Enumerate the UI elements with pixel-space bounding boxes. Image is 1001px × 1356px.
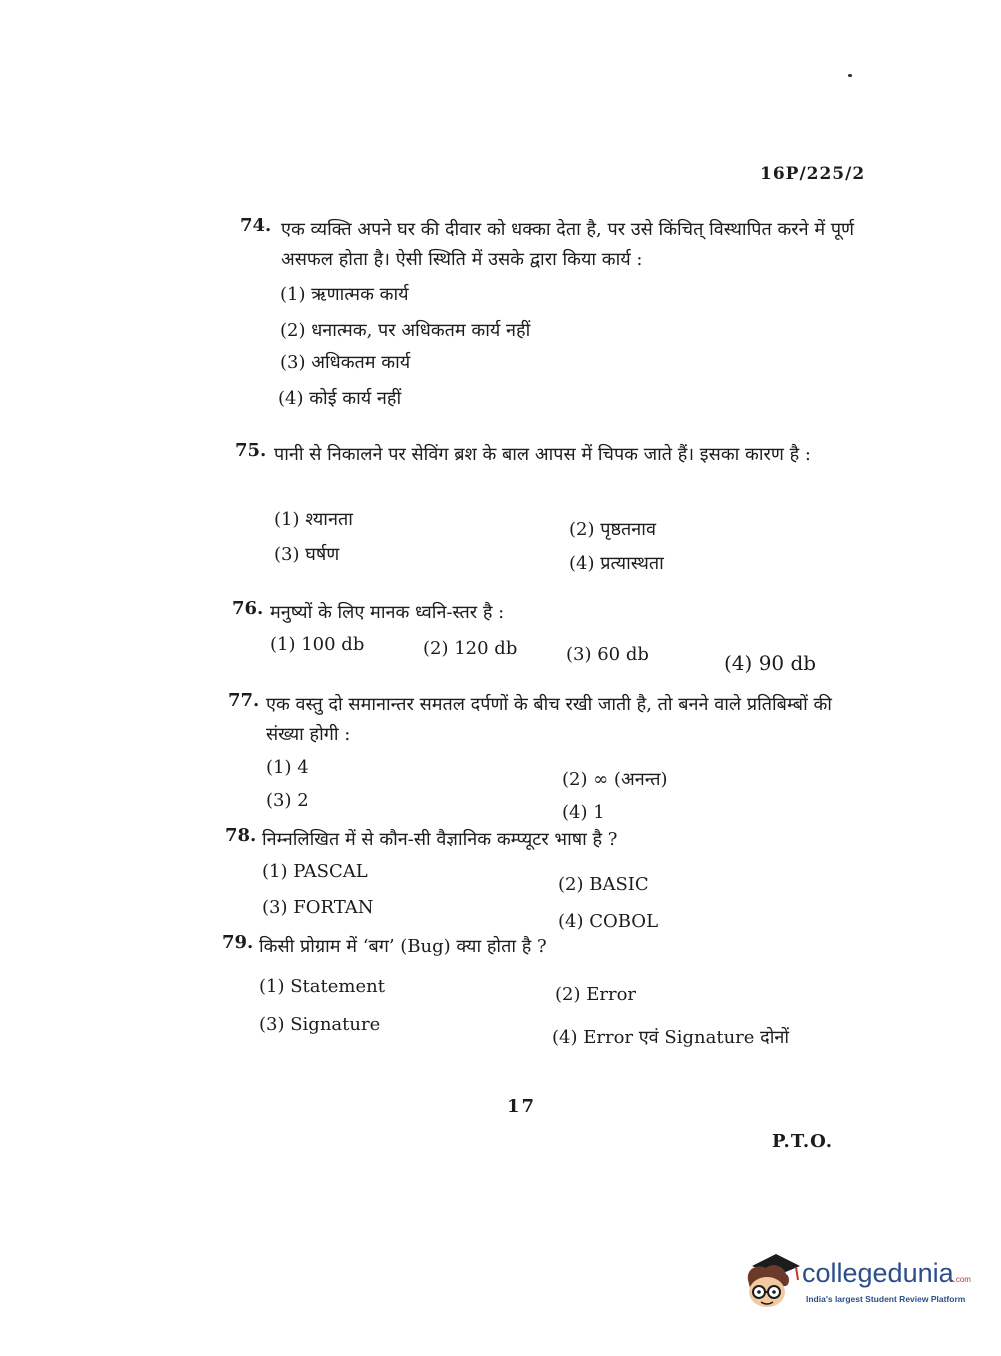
- question-number: 78.: [225, 825, 257, 846]
- option: (2) पृष्ठतनाव: [569, 519, 656, 540]
- question-text: मनुष्यों के लिए मानक ध्वनि-स्तर है :: [270, 602, 505, 623]
- option: (1) PASCAL: [262, 861, 368, 882]
- option: (1) श्यानता: [274, 509, 353, 530]
- option: (4) COBOL: [558, 911, 659, 932]
- question-text: किसी प्रोग्राम में ‘बग’ (Bug) क्या होता है ?: [259, 936, 547, 957]
- paper-code: 16P/225/2: [760, 164, 866, 184]
- question-number: 75.: [235, 440, 267, 461]
- option: (4) प्रत्यास्थता: [569, 553, 664, 574]
- logo-suffix: .com: [953, 1275, 971, 1284]
- question-number: 76.: [232, 598, 264, 619]
- question-text: एक व्यक्ति अपने घर की दीवार को धक्का देता है, पर उसे किंचित् विस्थापित करने में पूर्ण असफल होता है। ऐसी स्थिति में उसके द्वारा किया कार्य :: [281, 219, 855, 270]
- option: (3) अधिकतम कार्य: [280, 352, 411, 373]
- option: (3) 60 db: [566, 644, 649, 665]
- option: (2) धनात्मक, पर अधिकतम कार्य नहीं: [280, 320, 531, 341]
- option: (4) 90 db: [724, 651, 817, 675]
- option: (4) Error एवं Signature दोनों: [552, 1027, 790, 1048]
- logo-name: collegedunia: [802, 1258, 954, 1288]
- question-text: निम्नलिखित में से कौन-सी वैज्ञानिक कम्प्यूटर भाषा है ?: [262, 829, 618, 850]
- question-number: 77.: [228, 690, 260, 711]
- option: (3) घर्षण: [274, 544, 340, 565]
- option: (2) 120 db: [423, 638, 518, 659]
- scan-mark: [848, 74, 852, 77]
- option: (1) Statement: [259, 976, 385, 997]
- option: (4) 1: [562, 802, 605, 823]
- collegedunia-logo: [740, 1250, 970, 1310]
- question-text: पानी से निकालने पर सेविंग ब्रश के बाल आपस में चिपक जाते हैं। इसका कारण है :: [274, 444, 811, 465]
- option: (1) 100 db: [270, 634, 365, 655]
- option: (3) Signature: [259, 1014, 381, 1035]
- option: (4) कोई कार्य नहीं: [278, 388, 402, 409]
- logo-wordmark: [802, 1258, 971, 1289]
- option: (1) ऋणात्मक कार्य: [280, 284, 409, 305]
- page-number: 17: [507, 1096, 537, 1117]
- student-mascot-icon: [740, 1250, 802, 1310]
- option: (2) ∞ (अनन्त): [562, 769, 668, 790]
- question-number: 79.: [222, 932, 254, 953]
- option: (3) 2: [266, 790, 309, 811]
- option: (2) Error: [555, 984, 637, 1005]
- logo-tagline: India's largest Student Review Platform: [806, 1294, 966, 1304]
- question-text: एक वस्तु दो समानान्तर समतल दर्पणों के बीच रखी जाती है, तो बनने वाले प्रतिबिम्बों की संख्या होगी :: [266, 694, 832, 745]
- option: (1) 4: [266, 757, 309, 778]
- question-number: 74.: [240, 215, 272, 236]
- pto-label: P.T.O.: [772, 1131, 834, 1152]
- option: (2) BASIC: [558, 874, 649, 895]
- option: (3) FORTAN: [262, 897, 374, 918]
